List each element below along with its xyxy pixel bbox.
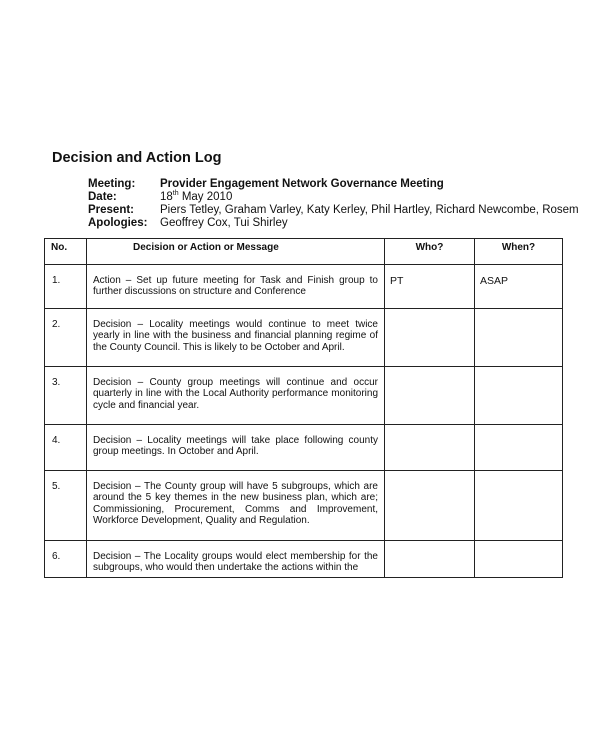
row-when: ASAP [475, 265, 563, 309]
date-suffix: th [172, 190, 179, 198]
row-number: 2. [45, 309, 87, 367]
meeting-value: Provider Engagement Network Governance Meeting [160, 178, 444, 190]
meeting-row [88, 178, 579, 191]
meeting-details [88, 178, 579, 230]
row-number: 4. [45, 425, 87, 471]
header-who: Who? [385, 239, 475, 265]
table-row [45, 309, 563, 367]
table-header-row [45, 239, 563, 265]
document-title: Decision and Action Log [52, 150, 222, 166]
table-row [45, 265, 563, 309]
table-row [45, 541, 563, 578]
row-who [385, 471, 475, 541]
table-row [45, 425, 563, 471]
row-when [475, 471, 563, 541]
present-label: Present: [88, 204, 135, 216]
header-decision: Decision or Action or Message [87, 239, 385, 265]
apologies-value: Geoffrey Cox, Tui Shirley [160, 217, 288, 229]
table-row [45, 471, 563, 541]
row-who: PT [385, 265, 475, 309]
row-number: 5. [45, 471, 87, 541]
meeting-label: Meeting: [88, 178, 136, 190]
date-row [88, 191, 579, 204]
row-text: Decision – Locality meetings will take place following county group meetings. In October and April. [87, 425, 385, 471]
present-value: Piers Tetley, Graham Varley, Katy Kerley, Phil Hartley, Richard Newcombe, Rosem [160, 204, 579, 216]
date-month-year: May 2010 [178, 191, 233, 203]
header-no: No. [45, 239, 87, 265]
row-when [475, 541, 563, 578]
row-text: Decision – The County group will have 5 subgroups, which are around the 5 key themes in the new business plan, which are; Commissioning, Procurement, Comms and Improvement, Workforce Development, Quality and Regulation. [87, 471, 385, 541]
date-value [160, 191, 232, 204]
date-label: Date: [88, 191, 117, 203]
row-number: 6. [45, 541, 87, 578]
apologies-label: Apologies: [88, 217, 148, 229]
decision-action-table [44, 238, 563, 578]
row-who [385, 309, 475, 367]
row-who [385, 541, 475, 578]
date-day: 18 [160, 191, 173, 203]
apologies-row [88, 217, 579, 230]
row-when [475, 309, 563, 367]
row-when [475, 425, 563, 471]
row-number: 1. [45, 265, 87, 309]
row-text: Decision – The Locality groups would elect membership for the subgroups, who would then undertake the actions within the [87, 541, 385, 578]
row-text: Action – Set up future meeting for Task and Finish group to further discussions on structure and Conference [87, 265, 385, 309]
row-when [475, 367, 563, 425]
row-text: Decision – County group meetings will continue and occur quarterly in line with the Local Authority performance monitoring cycle and financial year. [87, 367, 385, 425]
present-row [88, 204, 579, 217]
table-row [45, 367, 563, 425]
header-when: When? [475, 239, 563, 265]
row-who [385, 367, 475, 425]
row-text: Decision – Locality meetings would continue to meet twice yearly in line with the business and financial planning regime of the County Council. This is likely to be October and April. [87, 309, 385, 367]
row-who [385, 425, 475, 471]
row-number: 3. [45, 367, 87, 425]
